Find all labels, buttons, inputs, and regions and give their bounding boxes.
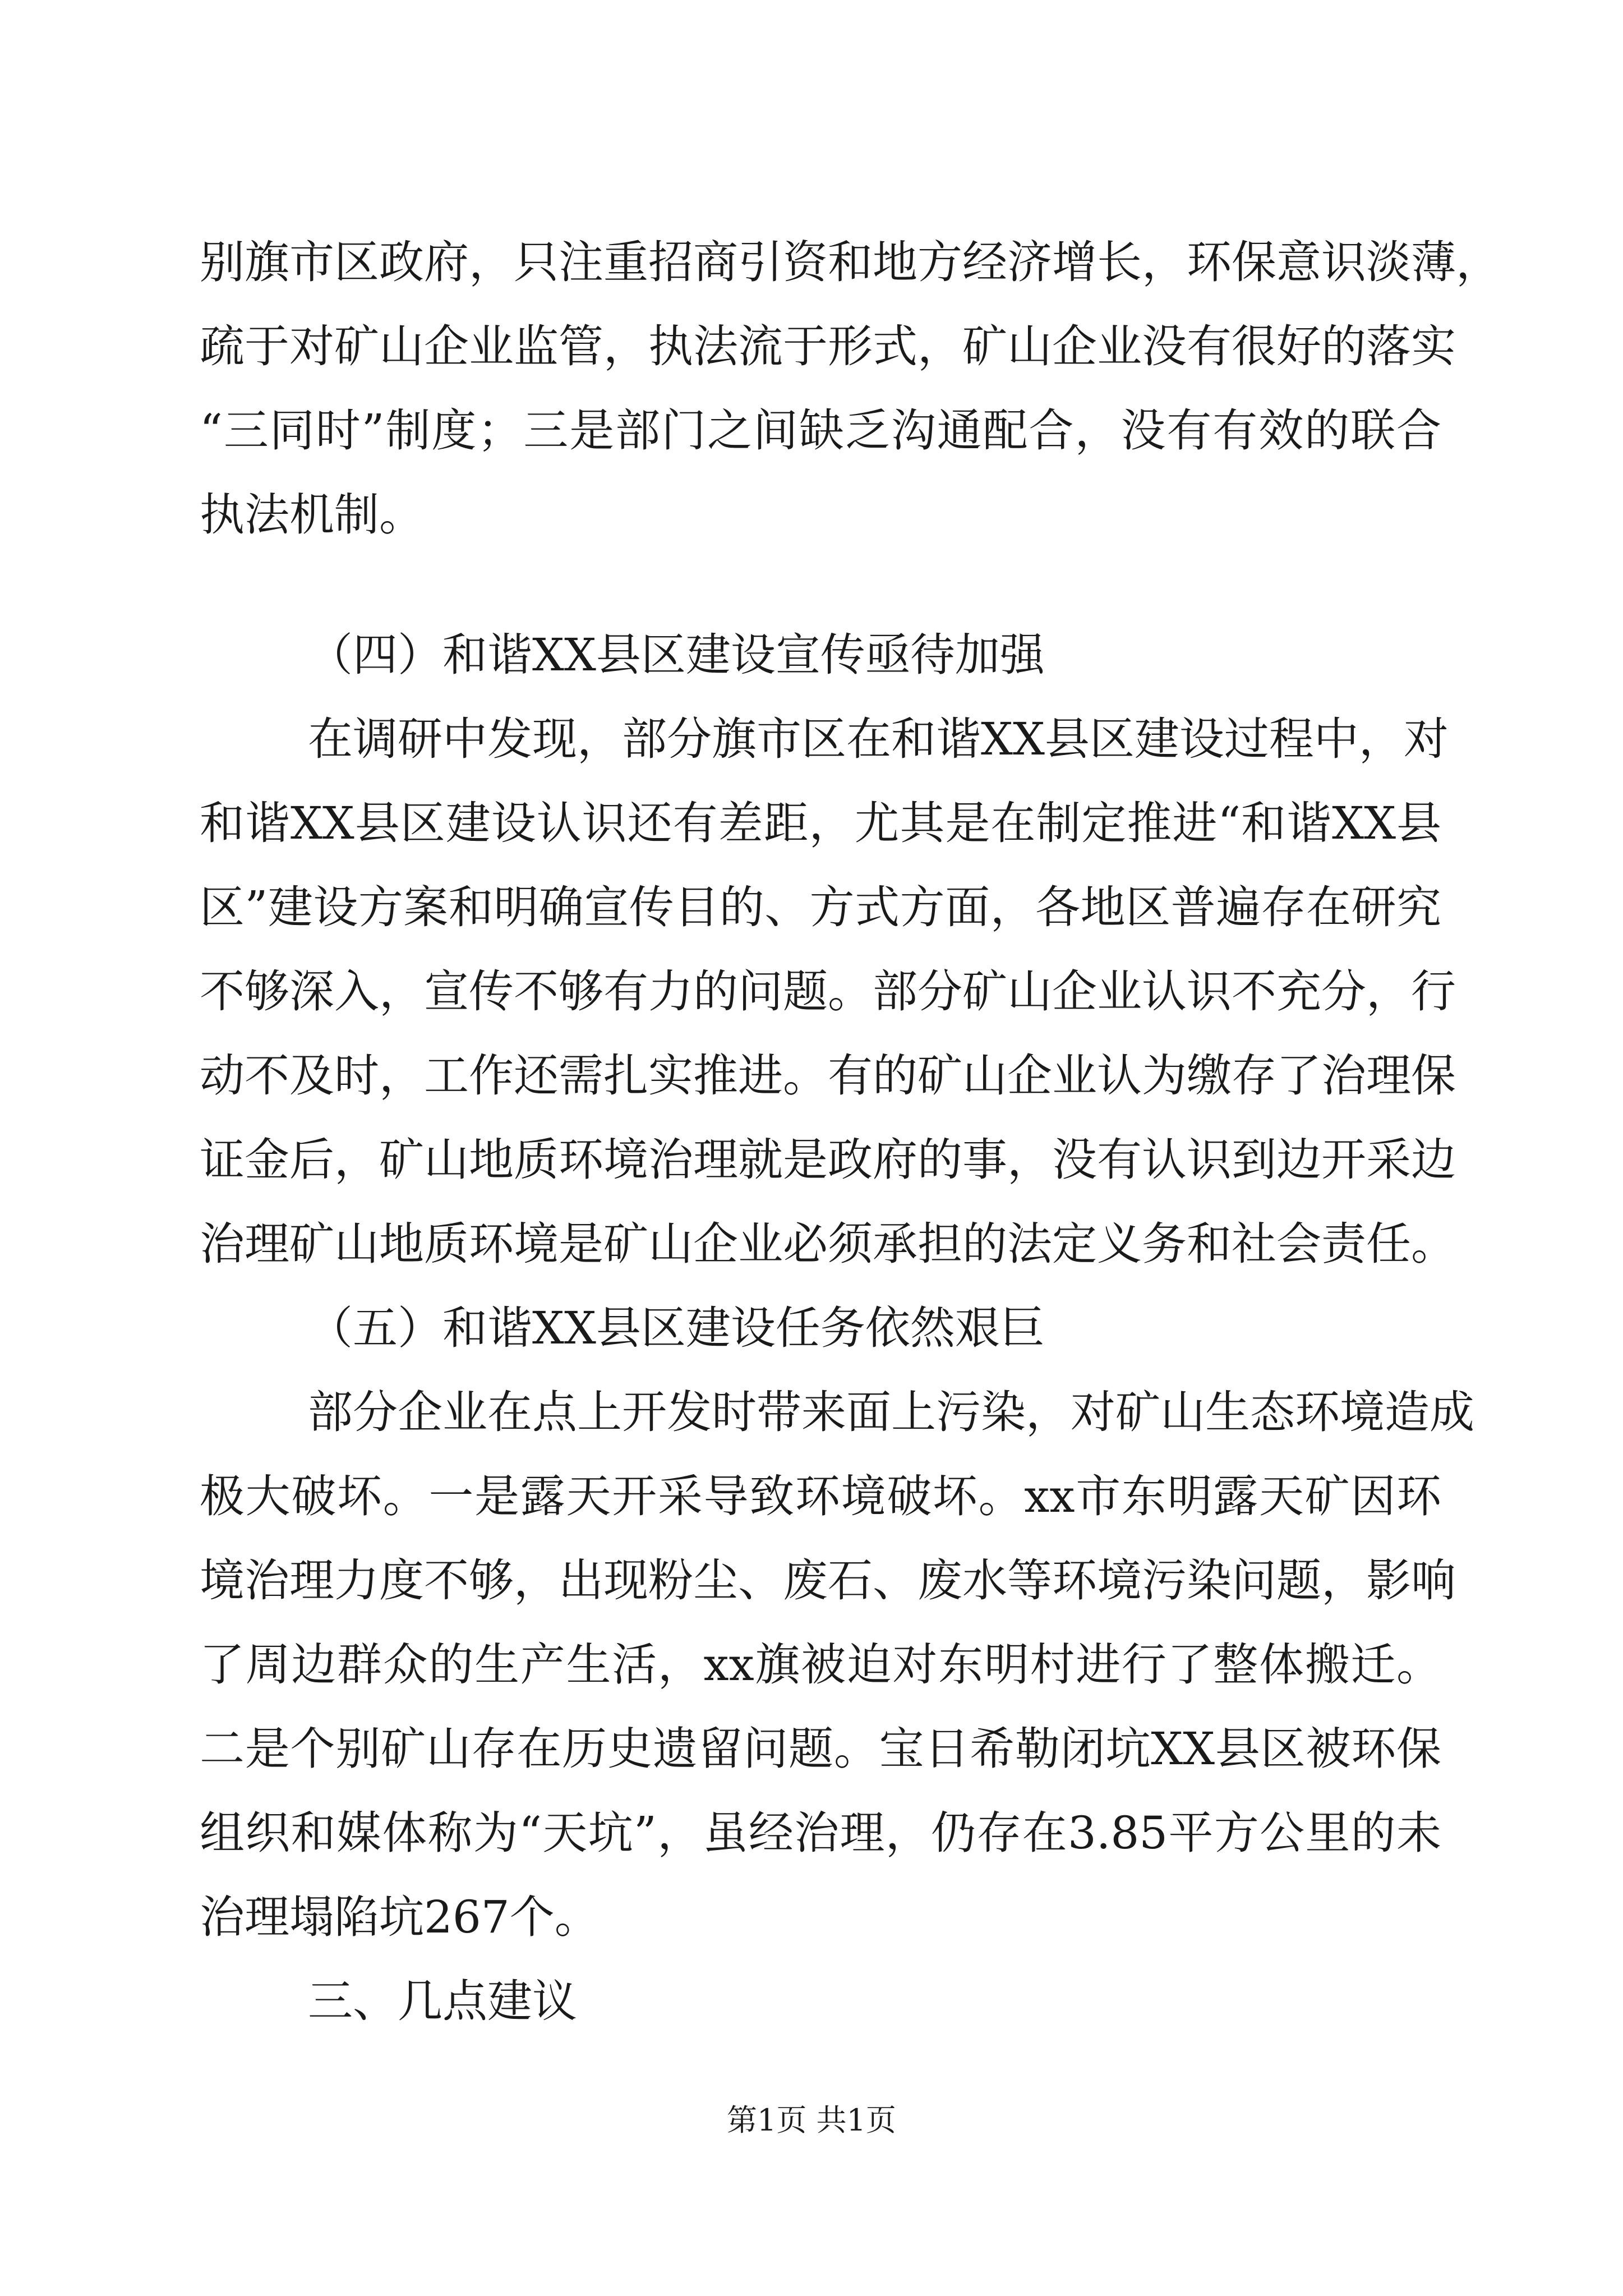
body-text-line: 区”建设方案和明确宣传目的、方式方面，各地区普遍存在研究	[200, 881, 1441, 933]
body-text-line: 执法机制。	[200, 489, 424, 541]
body-text-line: 治理矿山地质环境是矿山企业必须承担的法定义务和社会责任。	[200, 1218, 1456, 1270]
section-heading: （五）和谐XX县区建设任务依然艰巨	[308, 1302, 1045, 1354]
body-text-line: 疏于对矿山企业监管，执法流于形式，矿山企业没有很好的落实	[200, 320, 1456, 372]
body-text-line: 证金后，矿山地质环境治理就是政府的事，没有认识到边开采边	[200, 1134, 1456, 1186]
body-text-line: 了周边群众的生产生活，xx旗被迫对东明村进行了整体搬迁。	[200, 1639, 1441, 1691]
section-heading: 三、几点建议	[308, 1975, 577, 2027]
body-text-line: 极大破坏。一是露天开采导致环境破坏。xx市东明露天矿因环	[200, 1470, 1441, 1522]
body-text-line: 不够深入，宣传不够有力的问题。部分矿山企业认识不充分，行	[200, 965, 1456, 1018]
body-text-line: 在调研中发现，部分旗市区在和谐XX县区建设过程中，对	[308, 713, 1449, 765]
body-text-line: 治理塌陷坑267个。	[200, 1891, 600, 1943]
body-text-line: “三同时”制度；三是部门之间缺乏沟通配合，没有有效的联合	[200, 404, 1441, 457]
body-text-line: 部分企业在点上开发时带来面上污染，对矿山生态环境造成	[308, 1386, 1474, 1438]
body-text-line: 组织和媒体称为“天坑”，虽经治理，仍存在3.85平方公里的未	[200, 1807, 1441, 1859]
body-text-line: 境治理力度不够，出现粉尘、废石、废水等环境污染问题，影响	[200, 1554, 1456, 1607]
page-footer: 第1页 共1页	[727, 2102, 896, 2138]
body-text-line: 动不及时，工作还需扎实推进。有的矿山企业认为缴存了治理保	[200, 1050, 1456, 1102]
body-text-line: 二是个别矿山存在历史遗留问题。宝日希勒闭坑XX县区被环保	[200, 1723, 1441, 1775]
body-text-line: 和谐XX县区建设认识还有差距，尤其是在制定推进“和谐XX县	[200, 797, 1441, 849]
section-heading: （四）和谐XX县区建设宣传亟待加强	[308, 629, 1045, 681]
body-text-line: 别旗市区政府，只注重招商引资和地方经济增长，环保意识淡薄，	[200, 236, 1501, 288]
